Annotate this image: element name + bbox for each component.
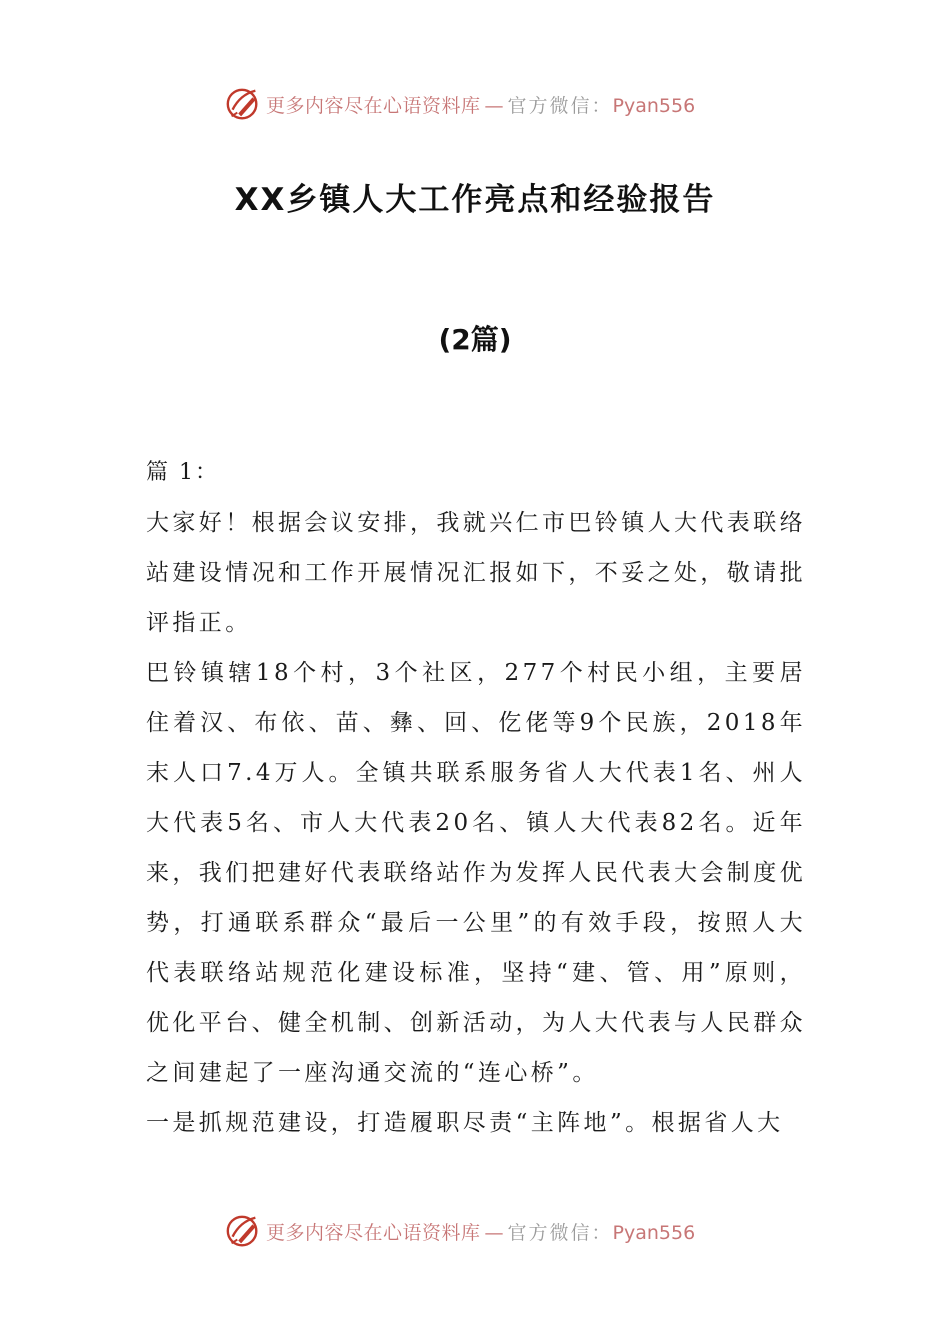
watermark-text: 更多内容尽在心语资料库 — 官方微信：Pyan556 — [266, 1221, 696, 1244]
watermark-text: 更多内容尽在心语资料库 — 官方微信：Pyan556 — [266, 94, 696, 117]
document-subtitle: (2篇) — [438, 323, 512, 356]
pen-logo-icon — [224, 85, 262, 123]
pen-logo-icon — [224, 1212, 262, 1250]
paragraph: 大家好！根据会议安排，我就兴仁市巴铃镇人大代表联络站建设情况和工作开展情况汇报如下，不妥之处，敬请批评指正。 — [146, 510, 806, 636]
paragraph: 一是抓规范建设，打造履职尽责“主阵地”。根据省人大 — [146, 1110, 784, 1136]
paragraph: 巴铃镇辖18个村，3个社区，277个村民小组，主要居住着汉、布依、苗、彝、回、仡佬等9个民族，2018年末人口7.4万人。全镇共联系服务省人大代表1名、州人大代表5名、市人大代表20名、镇人大代表82名。近年来，我们把建好代表联络站作为发挥人民代表大会制度优势，打通联系群众“最后一公里”的有效手段，按照人大代表联络站规范化建设标准，坚持“建、管、用”原则，优化平台、健全机制、创新活动，为人大代表与人民群众之间建起了一座沟通交流的“连心桥”。 — [146, 660, 806, 1086]
section-label: 篇 1： — [146, 460, 219, 485]
document-title: XX乡镇人大工作亮点和经验报告 — [234, 182, 716, 218]
document-body — [146, 448, 806, 1148]
watermark-banner-bottom — [0, 1211, 950, 1251]
watermark-banner-top — [0, 84, 950, 124]
